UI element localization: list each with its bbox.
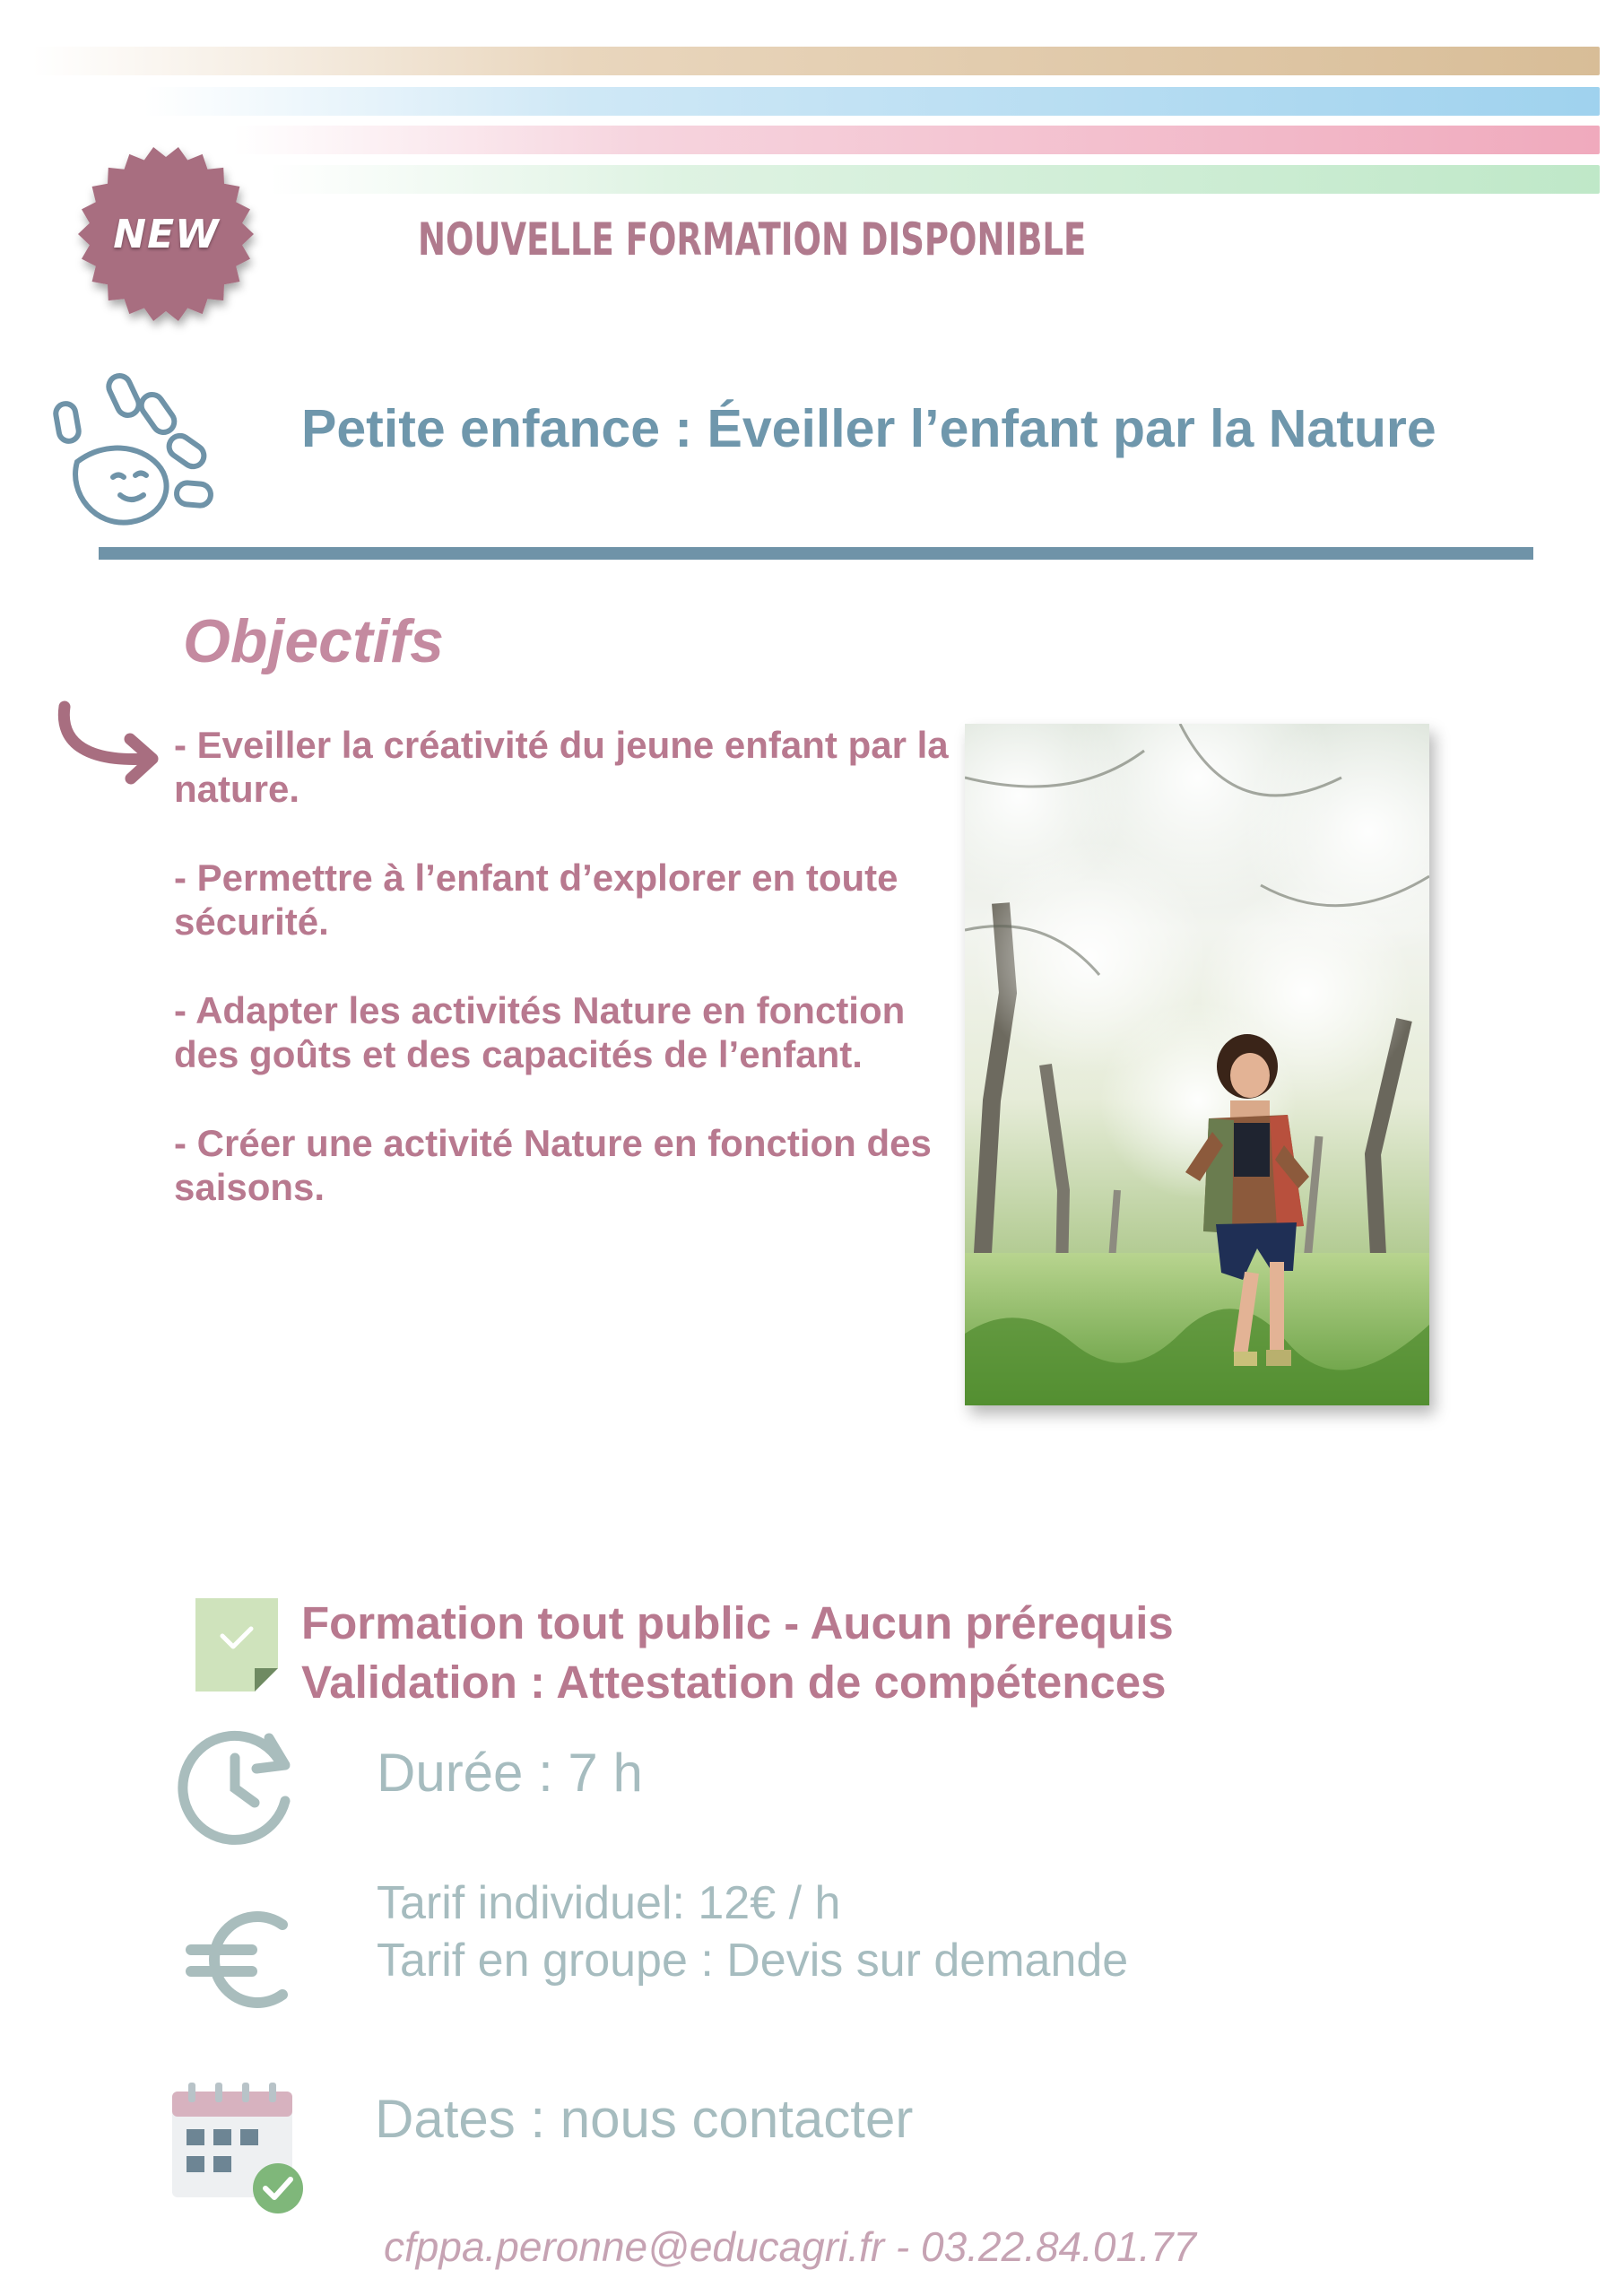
checkmark-note-icon [195, 1598, 280, 1692]
objectif-item: - Créer une activité Nature en fonction des saisons. [174, 1122, 932, 1208]
contact-email[interactable]: cfppa.peronne@educagri.fr [384, 2223, 885, 2270]
euro-icon [184, 1901, 300, 2018]
tarif-groupe-text: Tarif en groupe : Devis sur demande [377, 1935, 1129, 1987]
decor-stripe-pink [233, 126, 1600, 154]
child-nature-photo [965, 724, 1429, 1405]
public-text: Formation tout public - Aucun prérequis [301, 1597, 1174, 1648]
page-title: Petite enfance : Éveiller l’enfant par la Nature [301, 399, 1436, 458]
objectif-item: - Permettre à l’enfant d’explorer en toute sécurité. [174, 857, 898, 943]
contact-phone[interactable]: 03.22.84.01.77 [921, 2223, 1196, 2270]
objectif-item: - Adapter les activités Nature en fonction des goûts et des capacités de l’enfant. [174, 989, 906, 1075]
decor-stripe-green [269, 165, 1600, 194]
tarif-individuel-text: Tarif individuel: 12€ / h [377, 1877, 841, 1929]
duree-text: Durée : 7 h [377, 1743, 643, 1803]
objectifs-heading: Objectifs [183, 607, 444, 675]
decor-stripe-beige [32, 47, 1600, 75]
hand-print-icon [50, 368, 221, 534]
decor-stripe-blue [143, 87, 1600, 116]
tagline: NOUVELLE FORMATION DISPONIBLE [418, 213, 1087, 265]
dates-text: Dates : nous contacter [375, 2089, 914, 2149]
title-divider [99, 547, 1533, 560]
objectifs-list [174, 723, 954, 1254]
clock-icon [176, 1722, 301, 1848]
objectif-item: - Eveiller la créativité du jeune enfant par la nature. [174, 724, 949, 810]
validation-text: Validation : Attestation de compétences [301, 1657, 1167, 1708]
new-badge-icon [70, 142, 263, 335]
curved-arrow-icon [54, 700, 170, 798]
calendar-check-icon [169, 2079, 308, 2215]
contact-line [384, 2222, 1196, 2271]
badge-label: NEW [113, 212, 220, 257]
contact-separator: - [884, 2223, 922, 2270]
